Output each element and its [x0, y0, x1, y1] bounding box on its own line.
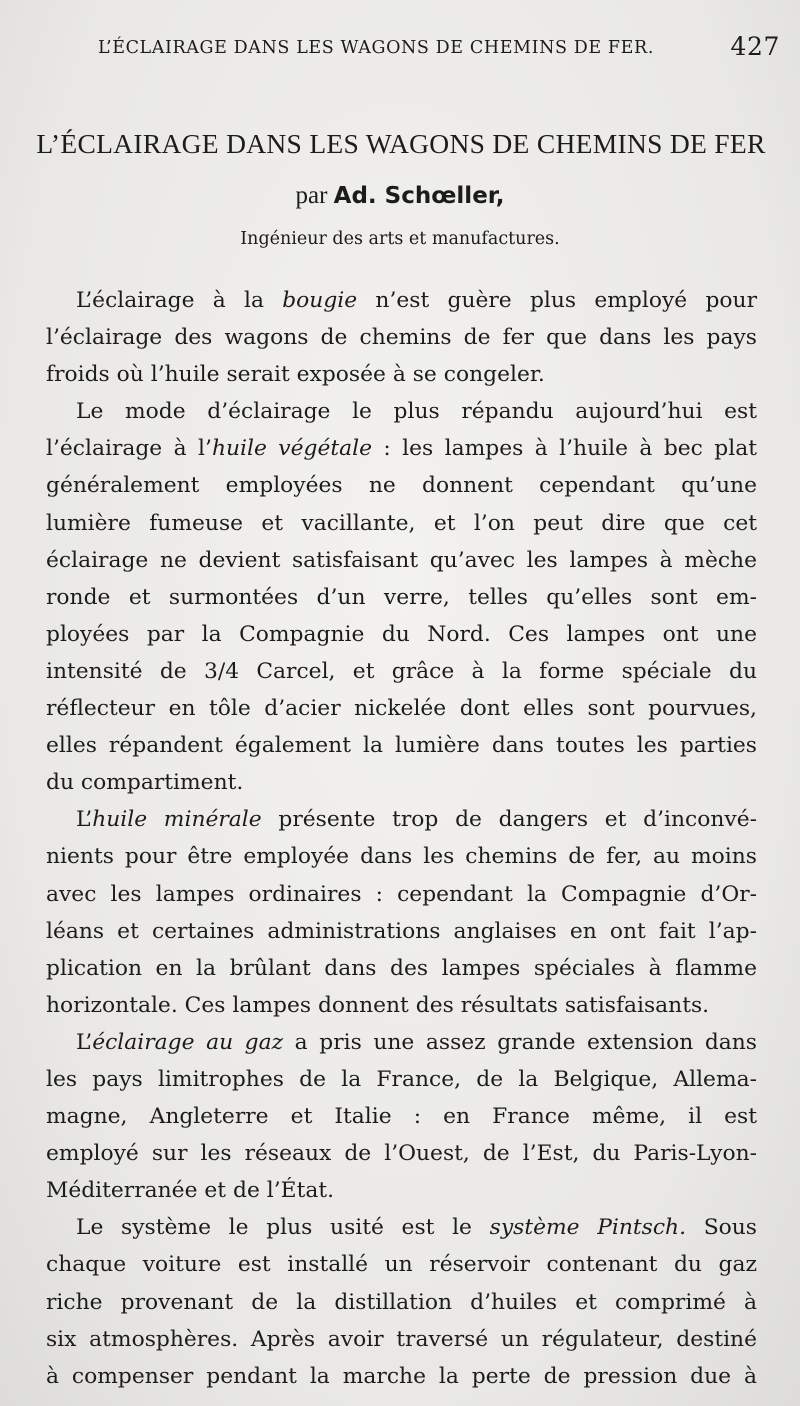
body-line: du compartiment.: [46, 770, 244, 796]
running-title: L’ÉCLAIRAGE DANS LES WAGONS DE CHEMINS DE FER.: [98, 38, 654, 58]
body-line: Méditerranée et de l’État.: [46, 1178, 335, 1204]
body-line: ployées par la Compagnie du Nord. Ces lampes ont une: [46, 621, 757, 647]
body-line: Le mode d’éclairage le plus répandu aujourd’hui est: [76, 399, 757, 425]
body-line: lumière fumeuse et vacillante, et l’on peut dire que cet: [46, 510, 757, 536]
body-line: elles répandent également la lumière dans toutes les parties: [46, 733, 757, 759]
body-line: ronde et surmontées d’un verre, telles qu’elles sont em-: [46, 584, 757, 610]
body-line: six atmosphères. Après avoir traversé un régulateur, destiné: [46, 1326, 757, 1352]
body-line: l’éclairage des wagons de chemins de fer que dans les pays: [46, 325, 757, 351]
body-line: froids où l’huile serait exposée à se congeler.: [46, 362, 545, 388]
body-line: plication en la brûlant dans des lampes spéciales à flamme: [46, 955, 757, 981]
body-line: magne, Angleterre et Italie : en France même, il est: [46, 1104, 757, 1130]
byline-by: par: [295, 182, 328, 209]
body-line: L’éclairage à la bougie n’est guère plus employé pour: [76, 288, 757, 313]
author-affiliation: Ingénieur des arts et manufactures.: [240, 229, 560, 249]
body-line: l’éclairage à l’huile végétale : les lampes à l’huile à bec plat: [46, 436, 757, 462]
body-line: L’éclairage au gaz a pris une assez grande extension dans: [76, 1029, 757, 1055]
body-line: employé sur les réseaux de l’Ouest, de l’Est, du Paris-Lyon-: [46, 1141, 757, 1167]
body-line: Le système le plus usité est le système Pintsch. Sous: [76, 1215, 757, 1241]
body-line: à compenser pendant la marche la perte de pression due à: [46, 1363, 757, 1389]
byline: [0, 182, 800, 210]
body-line: généralement employées ne donnent cependant qu’une: [46, 473, 757, 499]
body-line: L’huile minérale présente trop de dangers et d’inconvé-: [76, 807, 757, 833]
body-line: chaque voiture est installé un réservoir contenant du gaz: [46, 1252, 757, 1278]
author-name: Ad. Schœller,: [333, 183, 505, 209]
article-title: L’ÉCLAIRAGE DANS LES WAGONS DE CHEMINS DE FER: [36, 128, 766, 159]
body-line: éclairage ne devient satisfaisant qu’avec les lampes à mèche: [46, 547, 757, 573]
body-line: nients pour être employée dans les chemins de fer, au moins: [46, 844, 757, 870]
body-line: léans et certaines administrations anglaises en ont fait l’ap-: [46, 918, 757, 944]
body-line: riche provenant de la distillation d’huiles et comprimé à: [46, 1289, 757, 1315]
body-line: horizontale. Ces lampes donnent des résultats satisfaisants.: [46, 992, 710, 1018]
body-line: les pays limitrophes de la France, de la Belgique, Allema-: [46, 1066, 757, 1092]
running-head: [98, 34, 780, 70]
body-line: réflecteur en tôle d’acier nickelée dont elles sont pourvues,: [46, 696, 757, 722]
body-line: avec les lampes ordinaires : cependant la Compagnie d’Or-: [46, 881, 757, 907]
article-body: [46, 282, 757, 1395]
page-number: 427: [730, 32, 780, 61]
body-line: intensité de 3/4 Carcel, et grâce à la forme spéciale du: [46, 658, 757, 684]
